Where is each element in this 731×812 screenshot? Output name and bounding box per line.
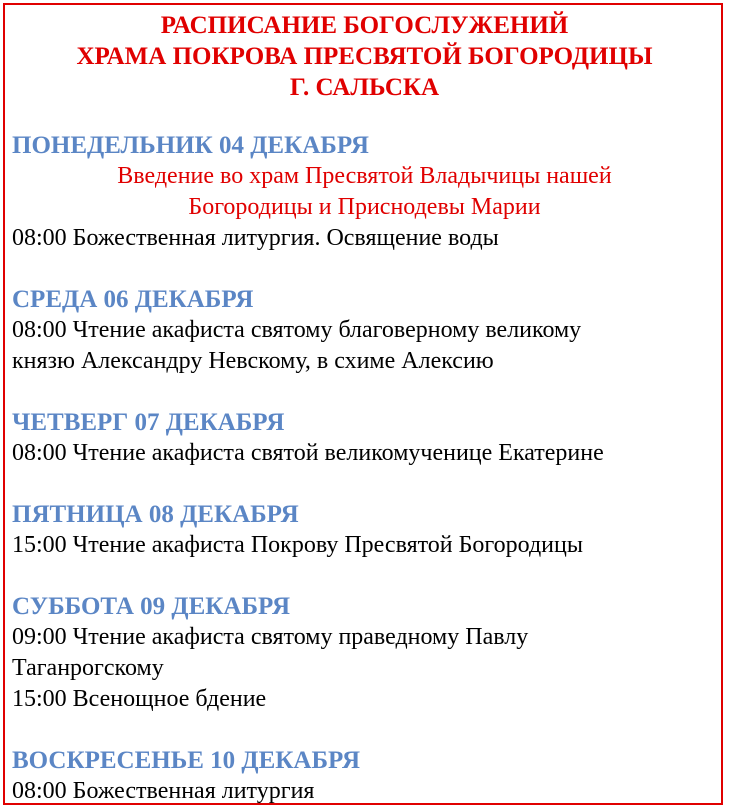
feast-line: Богородицы и Приснодевы Марии: [188, 194, 541, 220]
service-line: 09:00 Чтение акафиста святому праведному Павлу: [12, 624, 529, 650]
day-section-thursday: [12, 407, 717, 469]
header-title-line-2: ХРАМА ПОКРОВА ПРЕСВЯТОЙ БОГОРОДИЦЫ: [76, 43, 653, 70]
feast-line: Введение во храм Пресвятой Владычицы нашей: [117, 163, 612, 189]
service-line: князю Александру Невскому, в схиме Алексию: [12, 348, 494, 374]
header-title-line-3: Г. САЛЬСКА: [289, 74, 440, 101]
schedule-header: [12, 10, 717, 103]
service-line: 15:00 Чтение акафиста Покрову Пресвятой Богородицы: [12, 532, 583, 558]
day-section-sunday: [12, 745, 717, 807]
day-heading: ПОНЕДЕЛЬНИК 04 ДЕКАБРЯ: [12, 132, 369, 159]
day-section-wednesday: [12, 284, 717, 377]
day-section-friday: [12, 499, 717, 561]
day-heading: СРЕДА 06 ДЕКАБРЯ: [12, 286, 254, 313]
service-line: 08:00 Божественная литургия: [12, 778, 315, 804]
service-line: 08:00 Чтение акафиста святой великомученице Екатерине: [12, 440, 604, 466]
day-heading: ВОСКРЕСЕНЬЕ 10 ДЕКАБРЯ: [12, 747, 361, 774]
day-section-monday: [12, 130, 717, 254]
service-line: Таганрогскому: [12, 655, 164, 681]
header-title-line-1: РАСПИСАНИЕ БОГОСЛУЖЕНИЙ: [160, 12, 569, 39]
service-line: 08:00 Чтение акафиста святому благоверному великому: [12, 317, 582, 343]
day-heading: ЧЕТВЕРГ 07 ДЕКАБРЯ: [12, 409, 285, 436]
day-heading: СУББОТА 09 ДЕКАБРЯ: [12, 593, 291, 620]
service-line: 15:00 Всенощное бдение: [12, 686, 267, 712]
day-section-saturday: [12, 591, 717, 715]
day-heading: ПЯТНИЦА 08 ДЕКАБРЯ: [12, 501, 299, 528]
schedule-document: [12, 10, 717, 807]
service-line: 08:00 Божественная литургия. Освящение воды: [12, 225, 499, 251]
